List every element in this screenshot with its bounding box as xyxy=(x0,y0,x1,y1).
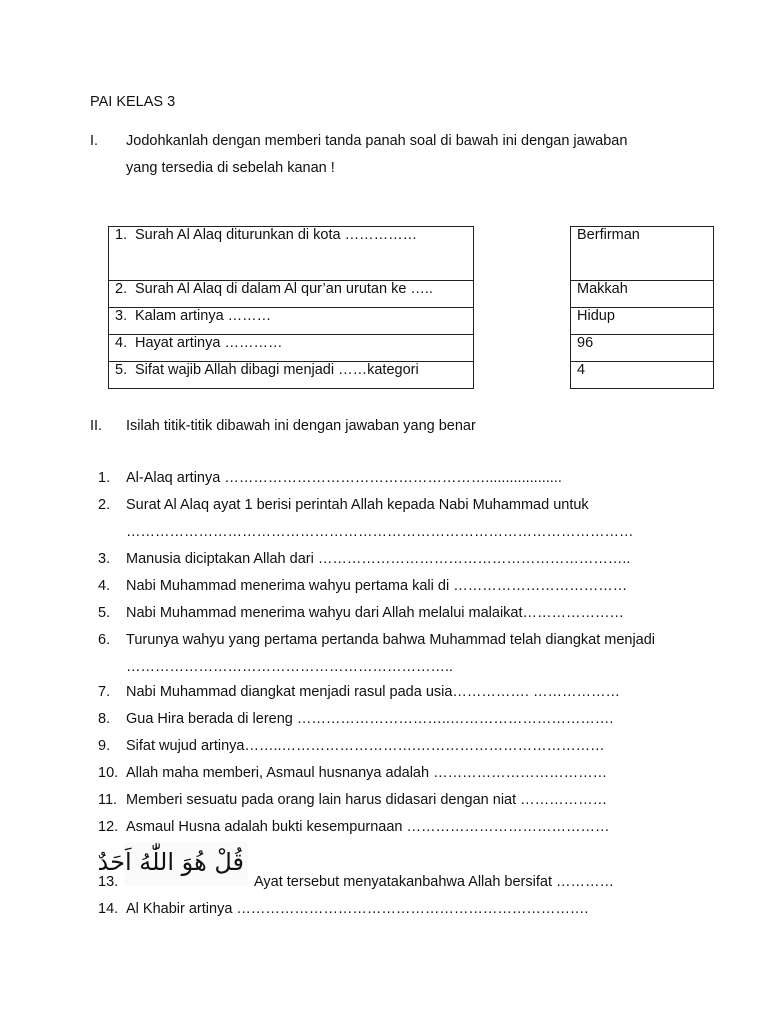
table-row xyxy=(571,335,714,362)
table-row xyxy=(109,281,474,308)
answer-cell: Makkah xyxy=(571,281,714,308)
table-row xyxy=(571,308,714,335)
arabic-verse: قُلْ هُوَ اللّٰهُ اَحَدٌ xyxy=(97,848,244,876)
arabic-verse-image xyxy=(97,842,248,886)
section2-instruction: Isilah titik-titik dibawah ini dengan jawaban yang benar xyxy=(126,418,476,434)
section1-instruction-line1: Jodohkanlah dengan memberi tanda panah soal di bawah ini dengan jawaban xyxy=(126,133,628,149)
table-row xyxy=(571,362,714,389)
answer-cell: Berfirman xyxy=(571,227,714,281)
page-title: PAI KELAS 3 xyxy=(90,94,176,110)
question-cell: 2. Surah Al Alaq di dalam Al qur’an urutan ke ….. xyxy=(109,281,474,308)
question-cell: 3. Kalam artinya ……… xyxy=(109,308,474,335)
matching-answers-table xyxy=(570,226,714,389)
question-cell: 4. Hayat artinya ………… xyxy=(109,335,474,362)
worksheet-page: PAI KELAS 3 I. Jodohkanlah dengan memberi tanda panah soal di bawah ini dengan jawaban yang tersedia di sebelah kanan ! 1. Surah Al Alaq diturunkan di kota …………… 2. Surah Al Alaq di dalam Al qur’an urutan ke ….. 3. Kalam artinya ……… 4. Hayat artinya ………… 5. Sifat wajib Allah dibagi menjadi ……kategori Berfirman Makkah Hidup 96 4 II. Isilah titik-titik dibawah ini dengan jawaban yang benar 1. Al-Alaq artinya ………………………………………………................... 2. Surat Al Alaq ayat 1 berisi perintah Allah kepada Nabi Muhammad untuk …………………………………………………………………………………………… 3. Manusia diciptakan Allah dari ……………………………………………………….. 4. Nabi Muhammad menerima wahyu pertama kali di ……………………………… 5. Nabi Muhammad menerima wahyu dari Allah melalui malaikat………………… 6. Turunya wahyu yang pertama pertanda bahwa Muhammad telah diangkat menjadi ………………………………………………………….. 7. Nabi Muhammad diangkat menjadi rasul pada usia……………. ……………… 8. Gua Hira berada di lereng …………………………..……………………………. 9. Sifat wujud artinya……..……………………….………………………………… 10. Allah maha memberi, Asmaul husnanya adalah ……………………………… 11. Memberi sesuatu pada orang lain harus didasari dengan niat ……………… 12. Asmaul Husna adalah bukti kesempurnaan …………………………………… 13. Ayat tersebut menyatakanbahwa Allah bersifat ………… 14. Al Khabir artinya ………………………………………………………………. قُلْ هُوَ اللّٰهُ اَحَدٌ xyxy=(0,0,768,1024)
table-row xyxy=(109,335,474,362)
matching-questions-table xyxy=(108,226,474,389)
question-cell: 5. Sifat wajib Allah dibagi menjadi ……kategori xyxy=(109,362,474,389)
section2-numeral: II. xyxy=(90,418,103,434)
answer-cell: Hidup xyxy=(571,308,714,335)
table-row xyxy=(571,227,714,281)
answer-cell: 4 xyxy=(571,362,714,389)
section1-numeral: I. xyxy=(90,133,99,149)
table-row xyxy=(571,281,714,308)
section1-instruction-line2: yang tersedia di sebelah kanan ! xyxy=(126,160,335,176)
table-row xyxy=(109,227,474,281)
answer-cell: 96 xyxy=(571,335,714,362)
table-row xyxy=(109,362,474,389)
table-row xyxy=(109,308,474,335)
question-cell: 1. Surah Al Alaq diturunkan di kota …………… xyxy=(109,227,474,281)
